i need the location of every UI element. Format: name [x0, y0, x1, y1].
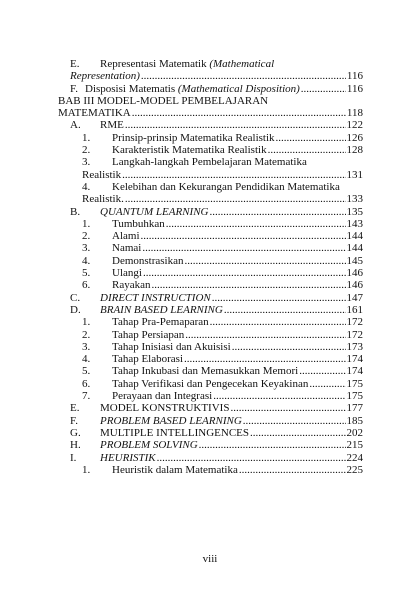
toc-entry [58, 83, 363, 95]
toc-entry-label: 5. [82, 267, 91, 280]
dot-leader [184, 255, 345, 267]
toc-entry-title-part: MULTIPLE INTELLINGENCES [100, 426, 249, 439]
toc-entry [58, 206, 363, 218]
toc-entry-title [112, 230, 140, 242]
toc-entry [58, 329, 363, 341]
toc-entry-page: 144 [346, 230, 363, 243]
toc-entry-title-part: QUANTUM LEARNING [100, 205, 209, 218]
toc-entry [58, 341, 363, 353]
toc-entry-label: 1. [82, 463, 91, 476]
toc-entry-title-part: Disposisi Matematis [85, 82, 178, 95]
toc-entry [58, 132, 363, 144]
toc-entry [58, 316, 363, 328]
toc-entry-title [112, 464, 238, 476]
toc-entry-title-part: Rayakan [112, 279, 151, 292]
toc-entry-label: 2. [82, 328, 91, 341]
toc-entry-title [100, 452, 156, 464]
toc-entry-title-part: (Mathematical [209, 58, 275, 70]
dot-leader [132, 107, 346, 119]
toc-entry-title-part: BRAIN BASED LEARNING [100, 303, 223, 316]
toc-entry-title [112, 365, 298, 377]
toc-entry-page: 224 [346, 451, 363, 464]
dot-leader [141, 230, 346, 242]
toc-entry-label: 1. [82, 131, 91, 144]
toc-entry-label: 7. [82, 390, 91, 403]
toc-entry-label: 1. [82, 217, 91, 230]
dot-leader [141, 70, 346, 82]
toc-entry [58, 378, 363, 390]
toc-entry-title-part: Prinsip-prinsip Matematika Realistik [112, 131, 275, 144]
toc-entry [58, 119, 363, 131]
toc-entry [58, 255, 363, 267]
toc-entry [58, 218, 363, 230]
toc-entry-label: 6. [82, 377, 91, 390]
dot-leader [143, 267, 346, 279]
toc-entry-title [82, 193, 124, 205]
toc-entry-page: 172 [346, 328, 363, 341]
table-of-contents [58, 58, 363, 476]
toc-entry [58, 156, 363, 168]
toc-entry-title [112, 144, 267, 156]
toc-entry-page: 116 [346, 70, 363, 83]
toc-entry-title-part: MODEL KONSTRUKTIVIS [100, 402, 230, 415]
toc-entry-title [112, 390, 212, 402]
toc-entry-label: H. [70, 439, 81, 452]
toc-entry [58, 58, 363, 70]
dot-leader [157, 452, 346, 464]
toc-entry-title [112, 242, 141, 254]
toc-entry [58, 365, 363, 377]
toc-entry-title [100, 58, 274, 70]
toc-entry-page: 225 [346, 463, 363, 476]
toc-entry-title [100, 427, 249, 439]
toc-entry-title-part: Tahap Inkubasi dan Memasukkan Memori [112, 365, 299, 378]
toc-entry-page: 126 [346, 131, 363, 144]
toc-entry-label: 4. [82, 254, 91, 267]
toc-entry-title-part: Demonstrasikan [112, 254, 184, 267]
dot-leader [151, 279, 345, 291]
toc-entry-title [112, 218, 165, 230]
toc-entry-title [112, 316, 209, 328]
toc-entry-page: 143 [346, 217, 363, 230]
toc-entry-title-part: PROBLEM SOLVING [100, 439, 198, 452]
toc-entry-title-part: Representasi Matematik [100, 58, 210, 70]
toc-entry-title-part: Tahap Pra-Pemaparan [112, 316, 209, 329]
dot-leader [185, 329, 345, 341]
toc-entry-page: 174 [346, 353, 363, 366]
toc-entry [58, 267, 363, 279]
toc-entry [58, 95, 363, 107]
toc-entry-label: 3. [82, 340, 91, 353]
toc-entry-label: D. [70, 303, 81, 316]
toc-entry-title-part: Tumbuhkan [112, 217, 165, 230]
toc-entry-title [112, 255, 183, 267]
toc-entry-page: 175 [346, 390, 363, 403]
dot-leader [268, 144, 346, 156]
dot-leader [232, 341, 346, 353]
toc-entry-page: 177 [346, 402, 363, 415]
toc-entry [58, 230, 363, 242]
toc-entry [58, 279, 363, 291]
toc-entry-label: 4. [82, 180, 91, 193]
toc-entry-page: 145 [346, 254, 363, 267]
toc-entry-title-part: Tahap Verifikasi dan Pengecekan Keyakinan [112, 377, 309, 390]
dot-leader [224, 304, 346, 316]
dot-leader [199, 439, 346, 451]
toc-entry-title-part: Kelebihan dan Kekurangan Pendidikan Matematika [112, 180, 340, 193]
toc-entry-page: 175 [346, 377, 363, 390]
toc-entry-title [100, 292, 211, 304]
toc-entry-title [58, 95, 268, 107]
toc-entry-page: 146 [346, 279, 363, 292]
dot-leader [243, 415, 346, 427]
dot-leader [299, 365, 345, 377]
toc-entry-page: 174 [346, 365, 363, 378]
toc-entry-page: 144 [346, 242, 363, 255]
toc-entry-title [112, 378, 308, 390]
toc-entry [58, 70, 363, 82]
toc-entry-title [112, 181, 340, 193]
dot-leader [230, 402, 345, 414]
toc-entry [58, 427, 363, 439]
toc-entry-title-part: RME [100, 119, 124, 132]
toc-entry-page: 147 [346, 291, 363, 304]
toc-entry-page: 122 [346, 119, 363, 132]
toc-entry-title-part: Karakteristik Matematika Realistik [112, 144, 267, 157]
toc-entry-title [82, 169, 121, 181]
toc-entry-title [58, 107, 131, 119]
dot-leader [250, 427, 346, 439]
toc-entry-title [100, 439, 198, 451]
page-number: viii [202, 553, 218, 565]
toc-entry-title [100, 304, 223, 316]
dot-leader [142, 242, 345, 254]
toc-entry [58, 415, 363, 427]
toc-entry-title-part: MATEMATIKA [58, 107, 131, 120]
toc-entry-label: 1. [82, 316, 91, 329]
dot-leader [209, 206, 345, 218]
toc-entry-label: 3. [82, 242, 91, 255]
toc-entry-title-part: Langkah-langkah Pembelajaran Matematika [112, 156, 307, 169]
toc-entry-title-part: HEURISTIK [100, 451, 156, 464]
toc-entry-label: 4. [82, 353, 91, 366]
toc-entry-label: C. [70, 291, 81, 304]
toc-entry-title-part: DIRECT INSTRUCTION [100, 291, 211, 304]
toc-entry-title-part: Heuristik dalam Matematika [112, 463, 238, 476]
toc-entry-title-part: Tahap Inisiasi dan Akuisisi [112, 340, 231, 353]
toc-entry-title-part: Ulangi [112, 267, 142, 280]
toc-entry [58, 169, 363, 181]
toc-entry-title [100, 402, 229, 414]
toc-entry-title-part: Perayaan dan Integrasi [112, 390, 213, 403]
dot-leader [239, 464, 346, 476]
toc-entry-title-part: PROBLEM BASED LEARNING [100, 414, 242, 427]
dot-leader [276, 132, 346, 144]
toc-entry-label: E. [70, 402, 80, 415]
dot-leader [301, 83, 346, 95]
toc-entry-label: 2. [82, 144, 91, 157]
dot-leader [166, 218, 346, 230]
toc-entry [58, 439, 363, 451]
toc-entry [58, 292, 363, 304]
toc-entry-page: 172 [346, 316, 363, 329]
toc-entry-title-part: BAB III MODEL-MODEL PEMBELAJARAN [58, 94, 269, 107]
toc-entry-label: 2. [82, 230, 91, 243]
toc-entry [58, 181, 363, 193]
dot-leader [212, 292, 346, 304]
toc-entry-label: 6. [82, 279, 91, 292]
toc-entry-title [100, 119, 124, 131]
toc-entry-title [112, 132, 275, 144]
toc-entry-title-part: Tahap Persiapan [112, 328, 185, 341]
toc-entry-page: 118 [346, 107, 363, 120]
toc-entry-page: 128 [346, 144, 363, 157]
toc-entry-title-part: Representation) [70, 70, 140, 83]
toc-entry-title-part: Tahap Elaborasi [112, 353, 184, 366]
toc-entry-title [85, 83, 300, 95]
toc-entry-label: G. [70, 426, 81, 439]
dot-leader [184, 353, 345, 365]
toc-entry-title [112, 267, 142, 279]
toc-entry-label: F. [70, 82, 78, 95]
toc-entry-title [112, 156, 307, 168]
toc-entry [58, 353, 363, 365]
toc-entry-page: 185 [346, 414, 363, 427]
toc-entry-label: E. [70, 58, 80, 70]
dot-leader [125, 193, 346, 205]
toc-entry-title [112, 329, 184, 341]
toc-entry-page: 146 [346, 267, 363, 280]
toc-entry-page: 131 [346, 168, 363, 181]
toc-entry-title [112, 353, 183, 365]
toc-entry-title [112, 279, 150, 291]
toc-entry [58, 452, 363, 464]
toc-entry [58, 242, 363, 254]
dot-leader [125, 119, 346, 131]
toc-entry [58, 304, 363, 316]
toc-entry [58, 144, 363, 156]
toc-entry-label: 5. [82, 365, 91, 378]
toc-entry-label: I. [70, 451, 77, 464]
toc-entry-title-part: Alami [112, 230, 140, 243]
toc-entry-label: F. [70, 414, 78, 427]
toc-entry-label: A. [70, 119, 81, 132]
toc-entry-page: 202 [346, 426, 363, 439]
toc-entry [58, 402, 363, 414]
toc-entry-title-part: Realistik. [82, 193, 124, 206]
toc-entry-title [100, 206, 208, 218]
dot-leader [210, 316, 346, 328]
toc-entry-label: 3. [82, 156, 91, 169]
toc-entry-page: 133 [346, 193, 363, 206]
toc-entry-title-part: Namai [112, 242, 142, 255]
toc-entry-title-part: (Mathematical Disposition) [177, 82, 300, 95]
toc-entry-title [70, 70, 140, 82]
toc-entry [58, 193, 363, 205]
toc-entry-page: 135 [346, 205, 363, 218]
toc-entry-title [100, 415, 242, 427]
toc-entry-page: 215 [346, 439, 363, 452]
toc-entry-label: B. [70, 205, 81, 218]
dot-leader [122, 169, 345, 181]
toc-entry-page: 173 [346, 340, 363, 353]
toc-entry-title [112, 341, 231, 353]
toc-entry-title-part: Realistik [82, 168, 122, 181]
toc-entry [58, 390, 363, 402]
toc-entry-page: 161 [346, 303, 363, 316]
dot-leader [213, 390, 345, 402]
toc-entry [58, 107, 363, 119]
dot-leader [309, 378, 345, 390]
toc-entry [58, 464, 363, 476]
toc-entry-page: 116 [346, 82, 363, 95]
